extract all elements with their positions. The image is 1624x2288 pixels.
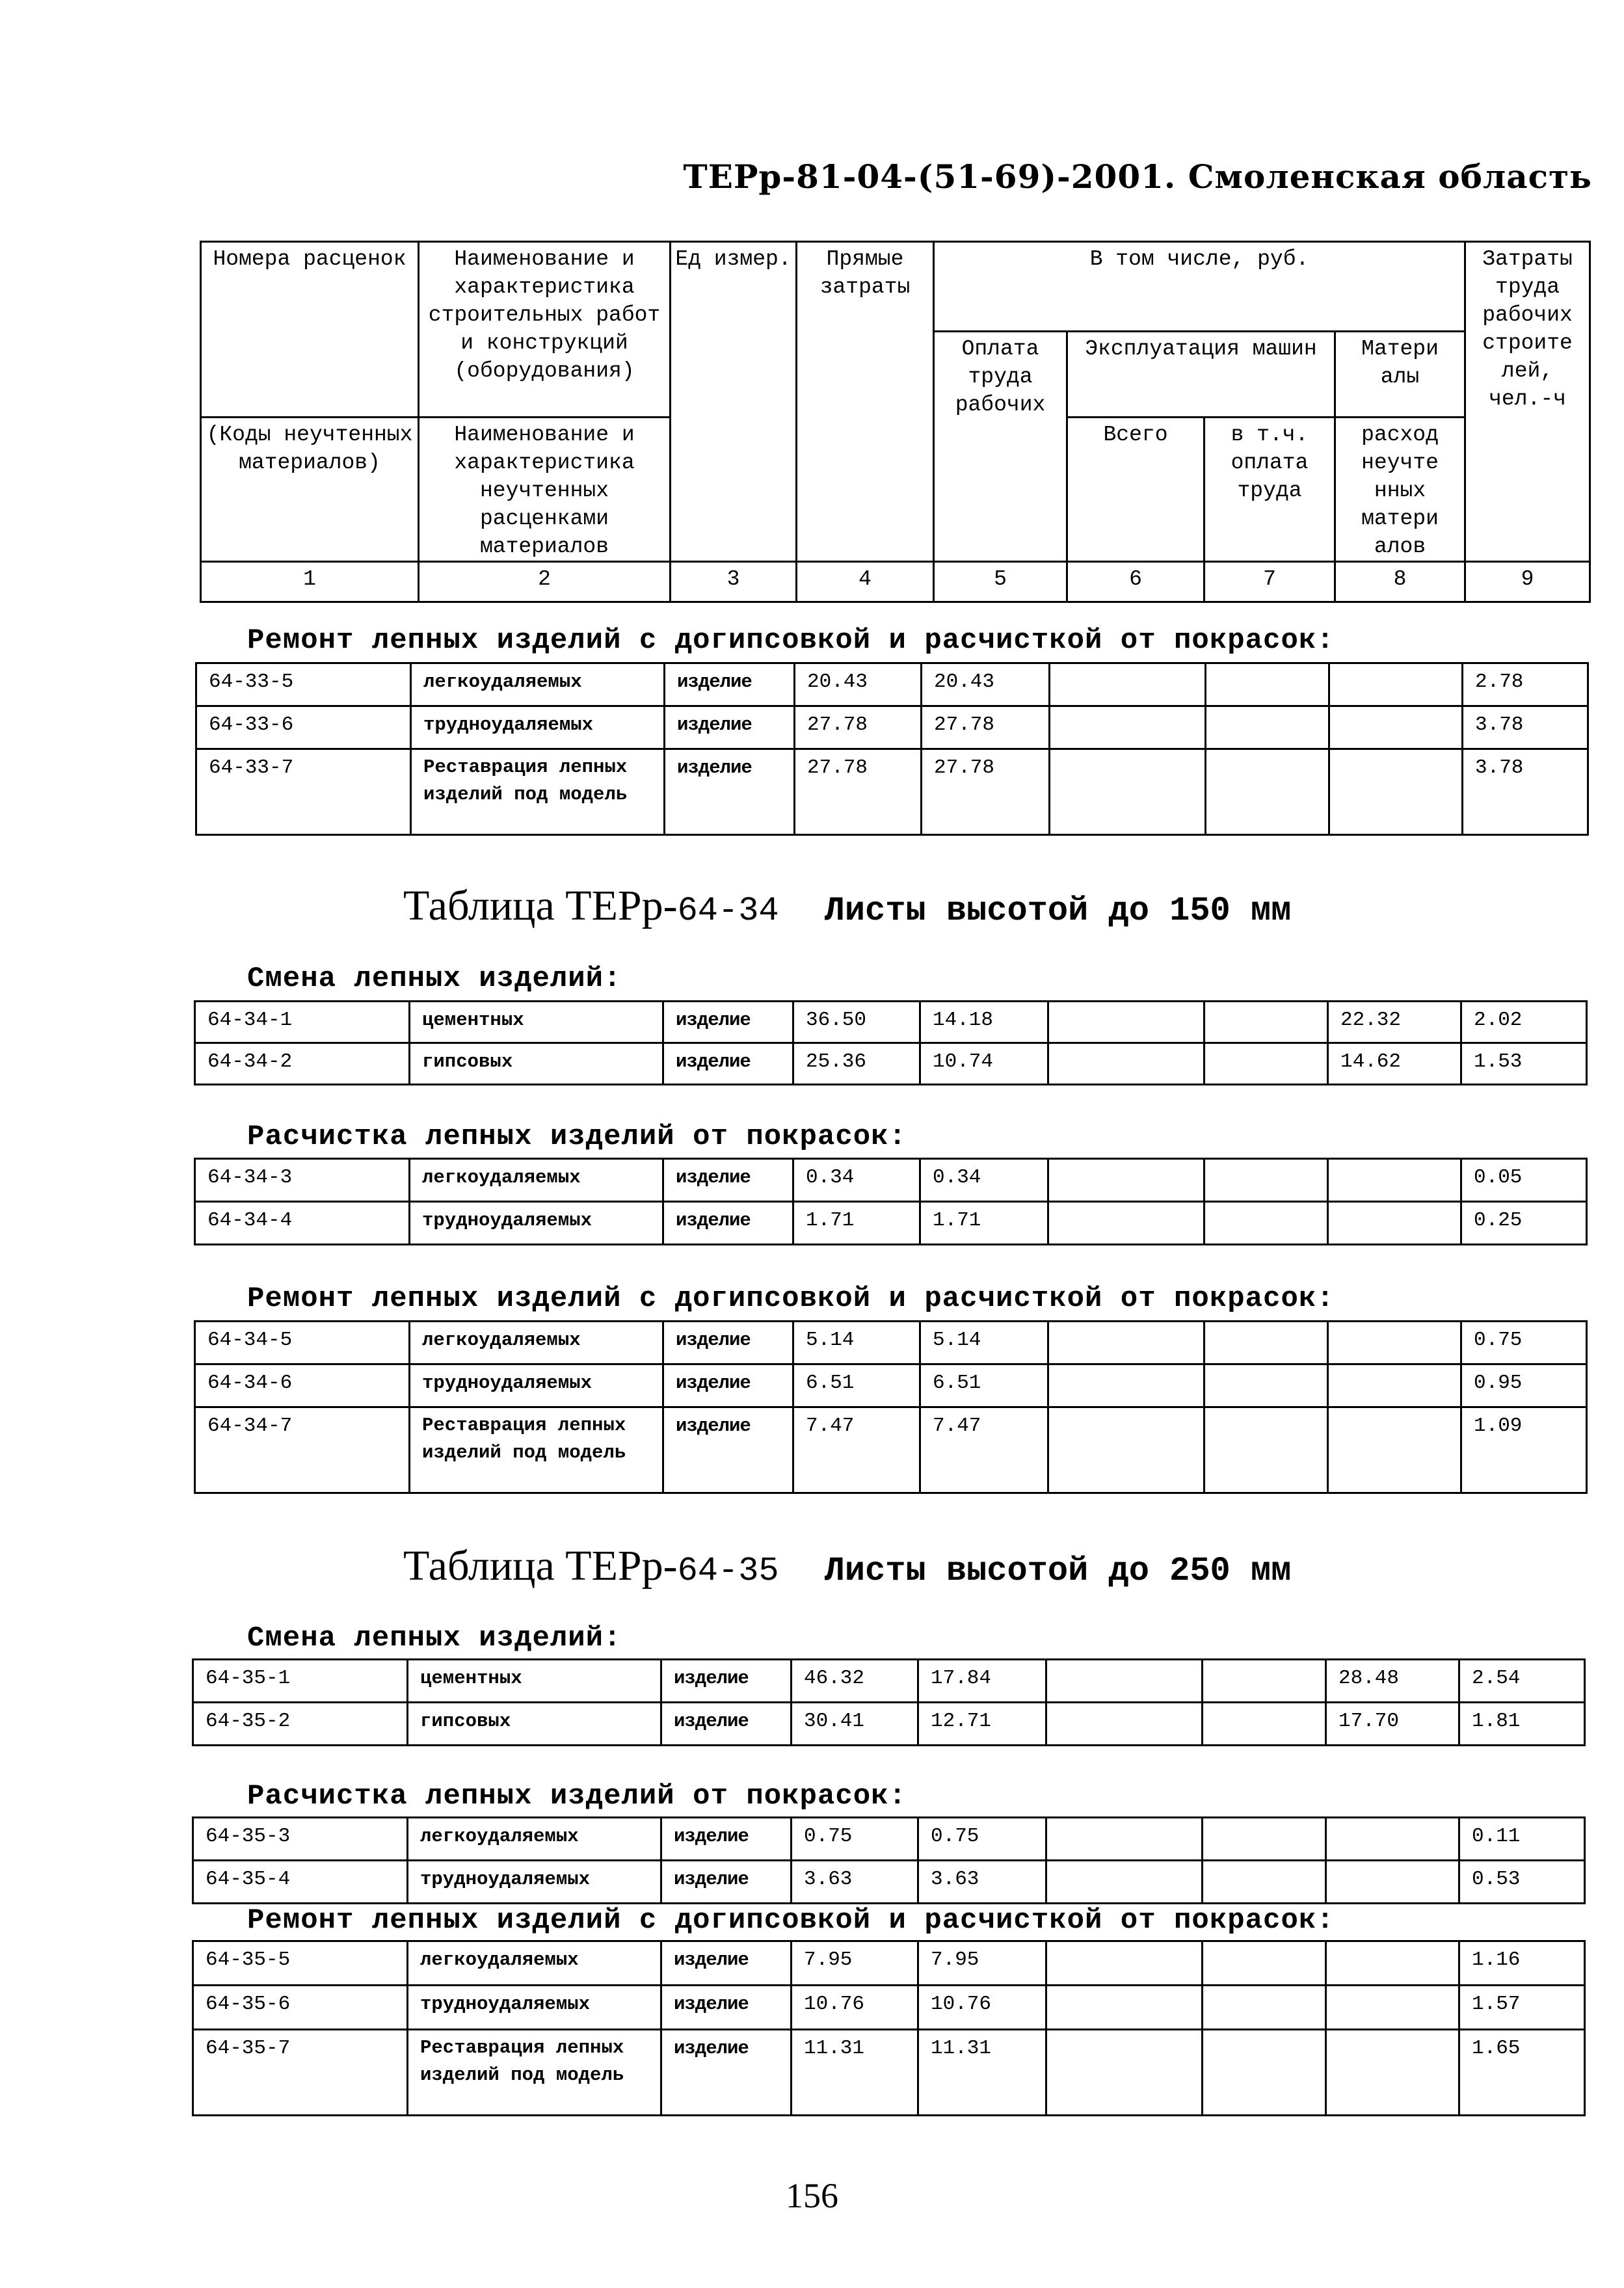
table-row	[196, 663, 1588, 706]
rate-code: 64-34-6	[195, 1364, 410, 1407]
table-row	[193, 1703, 1585, 1746]
labor-wages: 27.78	[922, 706, 1050, 749]
column-number: 2	[419, 562, 671, 602]
machines-wages	[1206, 706, 1329, 749]
table-row	[195, 1202, 1587, 1245]
rate-code: 64-34-5	[195, 1322, 410, 1364]
materials	[1326, 1818, 1459, 1861]
direct-costs: 0.75	[792, 1818, 918, 1861]
rate-name: Реставрация лепных изделий под модель	[410, 1407, 663, 1493]
labor-wages: 7.95	[918, 1941, 1046, 1986]
rates-table	[194, 1320, 1588, 1494]
labor-wages: 6.51	[920, 1364, 1048, 1407]
machines-wages	[1205, 1002, 1328, 1043]
labor-costs: 0.05	[1461, 1159, 1587, 1202]
table-title	[403, 881, 1291, 931]
rates-table	[192, 1658, 1586, 1746]
machines-total	[1048, 1202, 1205, 1245]
materials: 28.48	[1326, 1660, 1459, 1703]
rates-table	[194, 1000, 1588, 1085]
page-number: 156	[786, 2176, 838, 2215]
machines-total	[1046, 1941, 1203, 1986]
table-row	[195, 1043, 1587, 1085]
header-unaccounted-consumption: расход неучте нных матери алов	[1335, 418, 1465, 562]
rate-name: трудноудаляемых	[408, 1986, 661, 2030]
machines-total	[1048, 1043, 1205, 1085]
materials	[1326, 1941, 1459, 1986]
machines-total	[1050, 663, 1206, 706]
machines-wages	[1206, 749, 1329, 835]
machines-wages	[1203, 1660, 1326, 1703]
machines-total	[1046, 2030, 1203, 2116]
labor-wages: 1.71	[920, 1202, 1048, 1245]
materials: 17.70	[1326, 1703, 1459, 1746]
machines-wages	[1203, 1818, 1326, 1861]
machines-total	[1046, 1703, 1203, 1746]
materials	[1326, 2030, 1459, 2116]
rate-name: легкоудаляемых	[410, 1159, 663, 1202]
header-total: Всего	[1067, 418, 1205, 562]
rate-code: 64-34-3	[195, 1159, 410, 1202]
machines-total	[1048, 1002, 1205, 1043]
direct-costs: 27.78	[795, 749, 922, 835]
labor-costs: 0.95	[1461, 1364, 1587, 1407]
unit: изделие	[661, 1660, 792, 1703]
labor-wages: 11.31	[918, 2030, 1046, 2116]
unit: изделие	[661, 1703, 792, 1746]
labor-costs: 1.81	[1459, 1703, 1585, 1746]
rate-name: Реставрация лепных изделий под модель	[408, 2030, 661, 2116]
unit: изделие	[661, 1818, 792, 1861]
section-title: Смена лепных изделий:	[247, 1622, 622, 1655]
column-number: 4	[797, 562, 934, 602]
section-title: Ремонт лепных изделий с догипсовкой и расчисткой от покрасок:	[247, 1904, 1335, 1937]
machines-wages	[1205, 1043, 1328, 1085]
rate-code: 64-35-2	[193, 1703, 408, 1746]
header-labor-wages: Оплата труда рабочих	[934, 332, 1067, 562]
labor-wages: 0.34	[920, 1159, 1048, 1202]
labor-wages: 0.75	[918, 1818, 1046, 1861]
table-row	[195, 1364, 1587, 1407]
unit: изделие	[663, 1043, 793, 1085]
labor-costs: 0.53	[1459, 1861, 1585, 1904]
section-title: Ремонт лепных изделий с догипсовкой и расчисткой от покрасок:	[247, 624, 1335, 657]
labor-costs: 1.09	[1461, 1407, 1587, 1493]
table-row	[193, 1660, 1585, 1703]
table-row	[195, 1002, 1587, 1043]
table-title	[403, 1541, 1291, 1591]
rate-code: 64-34-7	[195, 1407, 410, 1493]
materials	[1328, 1407, 1461, 1493]
rate-name: Реставрация лепных изделий под модель	[411, 749, 665, 835]
machines-wages	[1205, 1322, 1328, 1364]
rate-code: 64-34-1	[195, 1002, 410, 1043]
unit: изделие	[661, 2030, 792, 2116]
labor-wages: 27.78	[922, 749, 1050, 835]
unit: изделие	[663, 1322, 793, 1364]
materials	[1329, 706, 1463, 749]
rate-name: гипсовых	[408, 1703, 661, 1746]
unit: изделие	[661, 1941, 792, 1986]
machines-wages	[1205, 1407, 1328, 1493]
table-row	[193, 1861, 1585, 1904]
labor-costs: 3.78	[1463, 749, 1588, 835]
section-title: Смена лепных изделий:	[247, 963, 622, 995]
direct-costs: 6.51	[793, 1364, 920, 1407]
labor-costs: 1.53	[1461, 1043, 1587, 1085]
rate-name: легкоудаляемых	[411, 663, 665, 706]
header-rate-numbers: Номера расценок	[201, 242, 419, 418]
direct-costs: 30.41	[792, 1703, 918, 1746]
unit: изделие	[661, 1986, 792, 2030]
materials	[1329, 663, 1463, 706]
machines-total	[1050, 749, 1206, 835]
rate-code: 64-35-4	[193, 1861, 408, 1904]
table-row	[196, 749, 1588, 835]
rate-code: 64-34-4	[195, 1202, 410, 1245]
labor-costs: 1.57	[1459, 1986, 1585, 2030]
rate-code: 64-33-7	[196, 749, 411, 835]
materials	[1328, 1322, 1461, 1364]
machines-wages	[1205, 1159, 1328, 1202]
rate-name: трудноудаляемых	[408, 1861, 661, 1904]
document-header: ТЕРр-81-04-(51-69)-2001. Смоленская область	[683, 157, 1592, 196]
table-row	[195, 1322, 1587, 1364]
direct-costs: 11.31	[792, 2030, 918, 2116]
rate-code: 64-33-5	[196, 663, 411, 706]
rate-name: трудноудаляемых	[411, 706, 665, 749]
rate-name: легкоудаляемых	[408, 1941, 661, 1986]
labor-costs: 1.16	[1459, 1941, 1585, 1986]
labor-wages: 14.18	[920, 1002, 1048, 1043]
labor-costs: 1.65	[1459, 2030, 1585, 2116]
rate-code: 64-33-6	[196, 706, 411, 749]
table-title-prefix: Таблица ТЕРр-	[403, 882, 678, 929]
table-title-desc: Листы высотой до 150 мм	[824, 892, 1292, 930]
direct-costs: 7.47	[793, 1407, 920, 1493]
header-unit: Ед измер.	[671, 242, 797, 562]
rate-code: 64-35-7	[193, 2030, 408, 2116]
table-row	[195, 1407, 1587, 1493]
rate-name: трудноудаляемых	[410, 1364, 663, 1407]
machines-total	[1046, 1861, 1203, 1904]
unit: изделие	[665, 706, 795, 749]
materials	[1329, 749, 1463, 835]
materials	[1328, 1202, 1461, 1245]
column-number: 9	[1465, 562, 1590, 602]
table-row	[193, 1941, 1585, 1986]
unit: изделие	[663, 1202, 793, 1245]
labor-wages: 20.43	[922, 663, 1050, 706]
section-title: Ремонт лепных изделий с догипсовкой и расчисткой от покрасок:	[247, 1283, 1335, 1315]
rate-name: трудноудаляемых	[410, 1202, 663, 1245]
machines-wages	[1203, 1986, 1326, 2030]
table-row	[193, 1986, 1585, 2030]
machines-wages	[1203, 1703, 1326, 1746]
labor-costs: 0.11	[1459, 1818, 1585, 1861]
rate-code: 64-35-1	[193, 1660, 408, 1703]
machines-total	[1048, 1364, 1205, 1407]
unit: изделие	[665, 663, 795, 706]
table-title-desc: Листы высотой до 250 мм	[824, 1552, 1292, 1590]
table-row	[196, 706, 1588, 749]
labor-costs: 3.78	[1463, 706, 1588, 749]
column-header-table	[200, 241, 1591, 603]
machines-wages	[1203, 2030, 1326, 2116]
labor-wages: 12.71	[918, 1703, 1046, 1746]
labor-wages: 17.84	[918, 1660, 1046, 1703]
table-title-code: 64-34	[677, 892, 779, 930]
header-labor-costs: Затраты труда рабочих строите лей, чел.-ч	[1465, 242, 1590, 562]
table-row	[193, 1818, 1585, 1861]
machines-total	[1048, 1159, 1205, 1202]
machines-total	[1048, 1407, 1205, 1493]
machines-total	[1048, 1322, 1205, 1364]
rate-name: цементных	[408, 1660, 661, 1703]
labor-costs: 0.75	[1461, 1322, 1587, 1364]
direct-costs: 20.43	[795, 663, 922, 706]
header-incl-labor: в т.ч. оплата труда	[1205, 418, 1335, 562]
header-including: В том числе, руб.	[934, 242, 1465, 332]
rate-name: легкоудаляемых	[408, 1818, 661, 1861]
materials	[1326, 1861, 1459, 1904]
column-number: 5	[934, 562, 1067, 602]
materials	[1328, 1364, 1461, 1407]
labor-costs: 2.78	[1463, 663, 1588, 706]
rates-table	[195, 662, 1589, 836]
direct-costs: 36.50	[793, 1002, 920, 1043]
column-number: 6	[1067, 562, 1205, 602]
unit: изделие	[663, 1364, 793, 1407]
labor-wages: 5.14	[920, 1322, 1048, 1364]
rate-code: 64-34-2	[195, 1043, 410, 1085]
table-title-prefix: Таблица ТЕРр-	[403, 1542, 678, 1590]
unit: изделие	[663, 1159, 793, 1202]
rates-table	[194, 1158, 1588, 1245]
materials: 22.32	[1328, 1002, 1461, 1043]
rate-code: 64-35-5	[193, 1941, 408, 1986]
materials: 14.62	[1328, 1043, 1461, 1085]
header-unaccounted-names: Наименование и характеристика неучтенных расценками материалов	[419, 418, 671, 562]
header-direct-costs: Прямые затраты	[797, 242, 934, 562]
labor-wages: 10.74	[920, 1043, 1048, 1085]
table-row	[193, 2030, 1585, 2116]
rate-code: 64-35-3	[193, 1818, 408, 1861]
table-row	[195, 1159, 1587, 1202]
labor-wages: 3.63	[918, 1861, 1046, 1904]
table-title-code: 64-35	[677, 1552, 779, 1590]
materials	[1326, 1986, 1459, 2030]
machines-total	[1046, 1986, 1203, 2030]
machines-total	[1050, 706, 1206, 749]
unit: изделие	[665, 749, 795, 835]
unit: изделие	[663, 1407, 793, 1493]
direct-costs: 10.76	[792, 1986, 918, 2030]
direct-costs: 25.36	[793, 1043, 920, 1085]
machines-wages	[1203, 1941, 1326, 1986]
direct-costs: 3.63	[792, 1861, 918, 1904]
rate-name: цементных	[410, 1002, 663, 1043]
direct-costs: 27.78	[795, 706, 922, 749]
labor-wages: 10.76	[918, 1986, 1046, 2030]
rates-table	[192, 1816, 1586, 1904]
machines-total	[1046, 1660, 1203, 1703]
direct-costs: 0.34	[793, 1159, 920, 1202]
rate-code: 64-35-6	[193, 1986, 408, 2030]
column-number: 8	[1335, 562, 1465, 602]
column-number: 7	[1205, 562, 1335, 602]
column-number: 3	[671, 562, 797, 602]
section-title: Расчистка лепных изделий от покрасок:	[247, 1121, 907, 1153]
header-work-name: Наименование и характеристика строительных работ и конструкций (оборудования)	[419, 242, 671, 418]
machines-wages	[1206, 663, 1329, 706]
direct-costs: 46.32	[792, 1660, 918, 1703]
unit: изделие	[661, 1861, 792, 1904]
direct-costs: 7.95	[792, 1941, 918, 1986]
labor-costs: 0.25	[1461, 1202, 1587, 1245]
machines-wages	[1205, 1364, 1328, 1407]
machines-total	[1046, 1818, 1203, 1861]
labor-wages: 7.47	[920, 1407, 1048, 1493]
rate-name: гипсовых	[410, 1043, 663, 1085]
labor-costs: 2.54	[1459, 1660, 1585, 1703]
column-number: 1	[201, 562, 419, 602]
rate-name: легкоудаляемых	[410, 1322, 663, 1364]
machines-wages	[1203, 1861, 1326, 1904]
header-materials: Матери алы	[1335, 332, 1465, 418]
header-machine-operation: Эксплуатация машин	[1067, 332, 1335, 418]
direct-costs: 1.71	[793, 1202, 920, 1245]
rates-table	[192, 1940, 1586, 2116]
machines-wages	[1205, 1202, 1328, 1245]
direct-costs: 5.14	[793, 1322, 920, 1364]
unit: изделие	[663, 1002, 793, 1043]
section-title: Расчистка лепных изделий от покрасок:	[247, 1780, 907, 1813]
header-unaccounted-codes: (Коды неучтенных материалов)	[201, 418, 419, 562]
materials	[1328, 1159, 1461, 1202]
labor-costs: 2.02	[1461, 1002, 1587, 1043]
